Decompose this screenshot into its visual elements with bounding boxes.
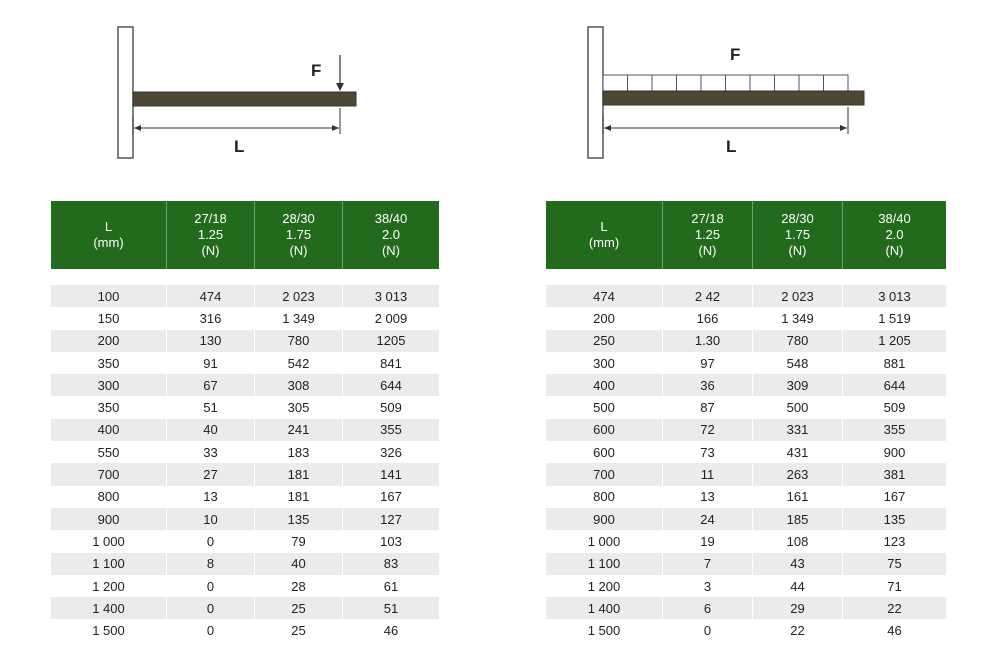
load-cell: 19 bbox=[663, 530, 753, 552]
wall-support bbox=[118, 27, 133, 158]
load-cell: 135 bbox=[843, 508, 946, 530]
load-block bbox=[701, 75, 726, 91]
load-cell: 8 bbox=[167, 553, 255, 575]
table-row bbox=[546, 330, 946, 352]
load-cell: 780 bbox=[753, 330, 843, 352]
wall-support bbox=[588, 27, 603, 158]
load-cell: 83 bbox=[343, 553, 439, 575]
load-block bbox=[750, 75, 775, 91]
load-cell: 644 bbox=[343, 374, 439, 396]
table-row bbox=[546, 530, 946, 552]
load-cell: 2 023 bbox=[255, 285, 343, 307]
load-cell: 97 bbox=[663, 352, 753, 374]
load-cell: 308 bbox=[255, 374, 343, 396]
beam bbox=[603, 91, 864, 105]
load-cell: 0 bbox=[167, 597, 255, 619]
load-cell: 22 bbox=[753, 619, 843, 641]
length-cell: 800 bbox=[546, 486, 663, 508]
table-row bbox=[51, 330, 439, 352]
header-27-18: 27/18 1.25 (N) bbox=[663, 201, 753, 269]
load-cell: 509 bbox=[343, 396, 439, 418]
dimension-arrow-left bbox=[134, 125, 141, 131]
load-cell: 141 bbox=[343, 463, 439, 485]
load-block bbox=[603, 75, 628, 91]
length-cell: 1 200 bbox=[51, 575, 167, 597]
length-cell: 600 bbox=[546, 441, 663, 463]
load-cell: 309 bbox=[753, 374, 843, 396]
spacer-row bbox=[51, 269, 439, 285]
load-cell: 40 bbox=[167, 419, 255, 441]
load-cell: 542 bbox=[255, 352, 343, 374]
table-row bbox=[51, 285, 439, 307]
load-cell: 644 bbox=[843, 374, 946, 396]
load-cell: 167 bbox=[843, 486, 946, 508]
table-row bbox=[546, 619, 946, 641]
length-cell: 200 bbox=[51, 330, 167, 352]
dimension-arrow-right bbox=[840, 125, 847, 131]
length-cell: 400 bbox=[546, 374, 663, 396]
load-cell: 108 bbox=[753, 530, 843, 552]
load-cell: 331 bbox=[753, 419, 843, 441]
header-38-40: 38/40 2.0 (N) bbox=[843, 201, 946, 269]
load-cell: 381 bbox=[843, 463, 946, 485]
length-cell: 300 bbox=[546, 352, 663, 374]
table-row bbox=[51, 441, 439, 463]
load-cell: 241 bbox=[255, 419, 343, 441]
load-cell: 25 bbox=[255, 597, 343, 619]
table-body bbox=[546, 269, 946, 642]
load-cell: 316 bbox=[167, 307, 255, 329]
load-cell: 130 bbox=[167, 330, 255, 352]
load-cell: 22 bbox=[843, 597, 946, 619]
spacer-row bbox=[546, 269, 946, 285]
length-cell: 1 400 bbox=[546, 597, 663, 619]
table-row bbox=[51, 553, 439, 575]
load-block bbox=[726, 75, 751, 91]
table-row bbox=[51, 374, 439, 396]
load-cell: 0 bbox=[167, 575, 255, 597]
force-arrow-head bbox=[336, 83, 344, 91]
load-cell: 3 013 bbox=[843, 285, 946, 307]
length-cell: 550 bbox=[51, 441, 167, 463]
load-cell: 181 bbox=[255, 463, 343, 485]
load-cell: 509 bbox=[843, 396, 946, 418]
load-cell: 25 bbox=[255, 619, 343, 641]
load-cell: 36 bbox=[663, 374, 753, 396]
load-cell: 123 bbox=[843, 530, 946, 552]
table-row bbox=[546, 307, 946, 329]
load-cell: 46 bbox=[343, 619, 439, 641]
header-28-30: 28/30 1.75 (N) bbox=[753, 201, 843, 269]
load-cell: 6 bbox=[663, 597, 753, 619]
load-cell: 181 bbox=[255, 486, 343, 508]
point-load-diagram bbox=[0, 0, 460, 190]
length-cell: 350 bbox=[51, 396, 167, 418]
length-cell: 1 500 bbox=[546, 619, 663, 641]
table-row bbox=[51, 530, 439, 552]
table-row bbox=[51, 419, 439, 441]
point-load-table bbox=[51, 201, 439, 642]
table-row bbox=[51, 575, 439, 597]
table-row bbox=[51, 619, 439, 641]
load-cell: 73 bbox=[663, 441, 753, 463]
length-cell: 250 bbox=[546, 330, 663, 352]
load-cell: 2 009 bbox=[343, 307, 439, 329]
load-block bbox=[628, 75, 653, 91]
load-cell: 185 bbox=[753, 508, 843, 530]
load-cell: 780 bbox=[255, 330, 343, 352]
table-row bbox=[546, 508, 946, 530]
load-cell: 1 349 bbox=[255, 307, 343, 329]
length-cell: 400 bbox=[51, 419, 167, 441]
load-cell: 263 bbox=[753, 463, 843, 485]
load-cell: 61 bbox=[343, 575, 439, 597]
distributed-load-diagram bbox=[499, 0, 999, 190]
distributed-load-table bbox=[546, 201, 946, 642]
table-row bbox=[546, 553, 946, 575]
load-cell: 431 bbox=[753, 441, 843, 463]
load-cell: 75 bbox=[843, 553, 946, 575]
load-cell: 51 bbox=[167, 396, 255, 418]
load-cell: 11 bbox=[663, 463, 753, 485]
load-block bbox=[824, 75, 849, 91]
table-row bbox=[51, 463, 439, 485]
load-block bbox=[799, 75, 824, 91]
beam bbox=[133, 92, 356, 106]
table-row bbox=[51, 307, 439, 329]
length-cell: 1 200 bbox=[546, 575, 663, 597]
header-28-30: 28/30 1.75 (N) bbox=[255, 201, 343, 269]
length-cell: 500 bbox=[546, 396, 663, 418]
length-cell: 700 bbox=[546, 463, 663, 485]
load-cell: 91 bbox=[167, 352, 255, 374]
load-cell: 13 bbox=[167, 486, 255, 508]
load-cell: 43 bbox=[753, 553, 843, 575]
load-cell: 1205 bbox=[343, 330, 439, 352]
distributed-load-blocks bbox=[603, 75, 848, 91]
load-cell: 355 bbox=[843, 419, 946, 441]
length-cell: 100 bbox=[51, 285, 167, 307]
header-27-18: 27/18 1.25 (N) bbox=[167, 201, 255, 269]
load-block bbox=[677, 75, 702, 91]
load-cell: 127 bbox=[343, 508, 439, 530]
load-block bbox=[652, 75, 677, 91]
length-cell: 1 400 bbox=[51, 597, 167, 619]
table-row bbox=[546, 419, 946, 441]
table-header-row bbox=[546, 201, 946, 269]
table-row bbox=[546, 463, 946, 485]
load-cell: 548 bbox=[753, 352, 843, 374]
table-row bbox=[51, 597, 439, 619]
force-label: F bbox=[311, 61, 322, 80]
load-cell: 1 349 bbox=[753, 307, 843, 329]
table-row bbox=[51, 486, 439, 508]
load-cell: 13 bbox=[663, 486, 753, 508]
table-header-row bbox=[51, 201, 439, 269]
load-cell: 24 bbox=[663, 508, 753, 530]
load-cell: 500 bbox=[753, 396, 843, 418]
length-cell: 900 bbox=[546, 508, 663, 530]
load-cell: 72 bbox=[663, 419, 753, 441]
length-cell: 900 bbox=[51, 508, 167, 530]
length-cell: 600 bbox=[546, 419, 663, 441]
header-38-40: 38/40 2.0 (N) bbox=[343, 201, 439, 269]
header-length: L (mm) bbox=[51, 201, 167, 269]
table-row bbox=[546, 575, 946, 597]
length-cell: 200 bbox=[546, 307, 663, 329]
table-row bbox=[51, 396, 439, 418]
load-cell: 67 bbox=[167, 374, 255, 396]
load-cell: 1 205 bbox=[843, 330, 946, 352]
load-cell: 7 bbox=[663, 553, 753, 575]
load-cell: 161 bbox=[753, 486, 843, 508]
length-cell: 1 100 bbox=[51, 553, 167, 575]
load-cell: 841 bbox=[343, 352, 439, 374]
load-block bbox=[775, 75, 800, 91]
load-cell: 2 42 bbox=[663, 285, 753, 307]
load-cell: 103 bbox=[343, 530, 439, 552]
load-cell: 0 bbox=[167, 619, 255, 641]
dimension-arrow-left bbox=[604, 125, 611, 131]
load-cell: 166 bbox=[663, 307, 753, 329]
table-row bbox=[51, 352, 439, 374]
load-cell: 0 bbox=[167, 530, 255, 552]
load-cell: 29 bbox=[753, 597, 843, 619]
load-cell: 900 bbox=[843, 441, 946, 463]
table-row bbox=[546, 374, 946, 396]
length-cell: 474 bbox=[546, 285, 663, 307]
table-row bbox=[546, 486, 946, 508]
length-cell: 300 bbox=[51, 374, 167, 396]
load-cell: 51 bbox=[343, 597, 439, 619]
force-label: F bbox=[730, 45, 741, 64]
load-cell: 167 bbox=[343, 486, 439, 508]
load-cell: 87 bbox=[663, 396, 753, 418]
load-cell: 27 bbox=[167, 463, 255, 485]
length-cell: 150 bbox=[51, 307, 167, 329]
load-cell: 2 023 bbox=[753, 285, 843, 307]
length-label: L bbox=[726, 137, 737, 156]
load-cell: 326 bbox=[343, 441, 439, 463]
load-cell: 40 bbox=[255, 553, 343, 575]
length-cell: 800 bbox=[51, 486, 167, 508]
length-cell: 1 000 bbox=[51, 530, 167, 552]
load-cell: 71 bbox=[843, 575, 946, 597]
load-cell: 3 bbox=[663, 575, 753, 597]
header-length: L (mm) bbox=[546, 201, 663, 269]
length-label: L bbox=[234, 137, 245, 156]
load-cell: 1.30 bbox=[663, 330, 753, 352]
table-row bbox=[51, 508, 439, 530]
load-cell: 183 bbox=[255, 441, 343, 463]
load-cell: 3 013 bbox=[343, 285, 439, 307]
length-cell: 350 bbox=[51, 352, 167, 374]
load-cell: 10 bbox=[167, 508, 255, 530]
length-cell: 1 500 bbox=[51, 619, 167, 641]
dimension-arrow-right bbox=[332, 125, 339, 131]
load-cell: 0 bbox=[663, 619, 753, 641]
length-cell: 700 bbox=[51, 463, 167, 485]
table-body bbox=[51, 269, 439, 642]
load-cell: 881 bbox=[843, 352, 946, 374]
load-cell: 305 bbox=[255, 396, 343, 418]
load-cell: 355 bbox=[343, 419, 439, 441]
length-cell: 1 000 bbox=[546, 530, 663, 552]
table-row bbox=[546, 396, 946, 418]
load-cell: 44 bbox=[753, 575, 843, 597]
table-row bbox=[546, 441, 946, 463]
table-row bbox=[546, 352, 946, 374]
table-row bbox=[546, 285, 946, 307]
load-cell: 474 bbox=[167, 285, 255, 307]
load-cell: 28 bbox=[255, 575, 343, 597]
table-row bbox=[546, 597, 946, 619]
load-cell: 33 bbox=[167, 441, 255, 463]
load-cell: 46 bbox=[843, 619, 946, 641]
load-cell: 1 519 bbox=[843, 307, 946, 329]
load-cell: 79 bbox=[255, 530, 343, 552]
length-cell: 1 100 bbox=[546, 553, 663, 575]
load-cell: 135 bbox=[255, 508, 343, 530]
